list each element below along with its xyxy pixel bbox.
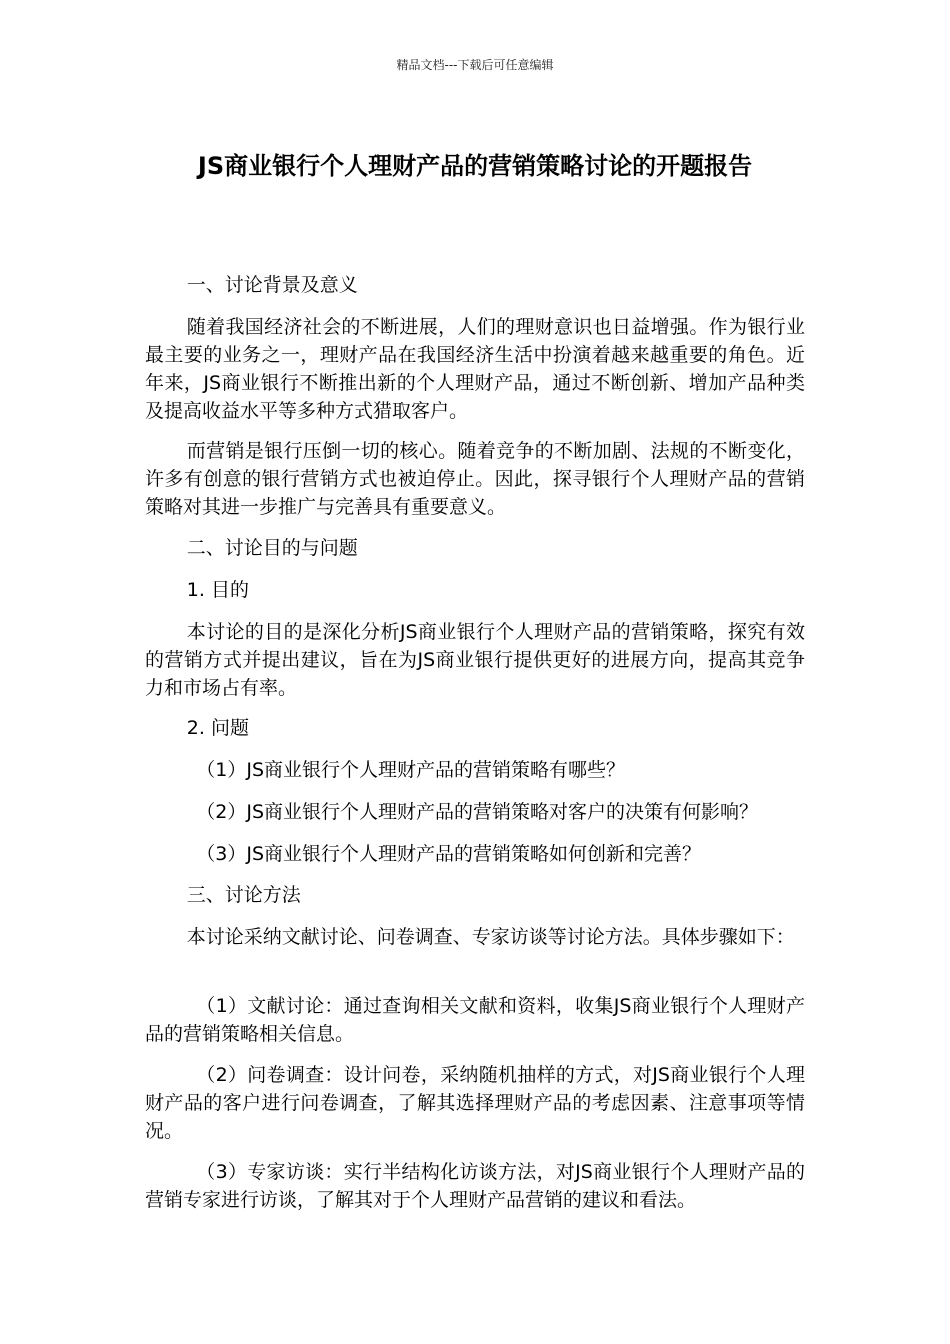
question-item-1: （1）JS商业银行个人理财产品的营销策略有哪些？ [196, 759, 626, 781]
document-title: JS商业银行个人理财产品的营销策略讨论的开题报告 [197, 152, 753, 180]
method-item-interview: （3）专家访谈：实行半结构化访谈方法，对JS商业银行个人理财产品的营销专家进行访谈，了解其对于个人理财产品营销的建议和看法。 [145, 1161, 805, 1211]
method-item-survey: （2）问卷调查：设计问卷，采纳随机抽样的方式，对JS商业银行个人理财产品的客户进行问卷调查，了解其选择理财产品的考虑因素、注意事项等情况。 [145, 1064, 805, 1142]
section-heading-objectives: 二、讨论目的与问题 [186, 537, 358, 559]
paragraph-background-1: 随着我国经济社会的不断进展，人们的理财意识也日益增强。作为银行业最主要的业务之一，理财产品在我国经济生活中扮演着越来越重要的角色。近年来，JS商业银行不断推出新的个人理财产品，通过不断创新、增加产品种类及提高收益水平等多种方式猎取客户。 [145, 316, 805, 422]
subheading-purpose: 1. 目的 [186, 579, 249, 601]
section-heading-background: 一、讨论背景及意义 [186, 274, 358, 296]
subheading-questions: 2. 问题 [186, 717, 249, 739]
paragraph-background-2: 而营销是银行压倒一切的核心。随着竞争的不断加剧、法规的不断变化，许多有创意的银行营销方式也被迫停止。因此，探寻银行个人理财产品的营销策略对其进一步推广与完善具有重要意义。 [145, 440, 805, 518]
question-item-3: （3）JS商业银行个人理财产品的营销策略如何创新和完善？ [196, 843, 702, 865]
method-item-literature: （1）文献讨论：通过查询相关文献和资料，收集JS商业银行个人理财产品的营销策略相关信息。 [145, 995, 805, 1045]
question-item-2: （2）JS商业银行个人理财产品的营销策略对客户的决策有何影响？ [196, 801, 759, 823]
section-heading-methods: 三、讨论方法 [186, 884, 301, 906]
paragraph-methods-intro: 本讨论采纳文献讨论、问卷调查、专家访谈等讨论方法。具体步骤如下： [186, 926, 795, 948]
page-header-note: 精品文档---下载后可任意编辑 [396, 58, 554, 72]
paragraph-purpose: 本讨论的目的是深化分析JS商业银行个人理财产品的营销策略，探究有效的营销方式并提出建议，旨在为JS商业银行提供更好的进展方向，提高其竞争力和市场占有率。 [145, 621, 805, 699]
